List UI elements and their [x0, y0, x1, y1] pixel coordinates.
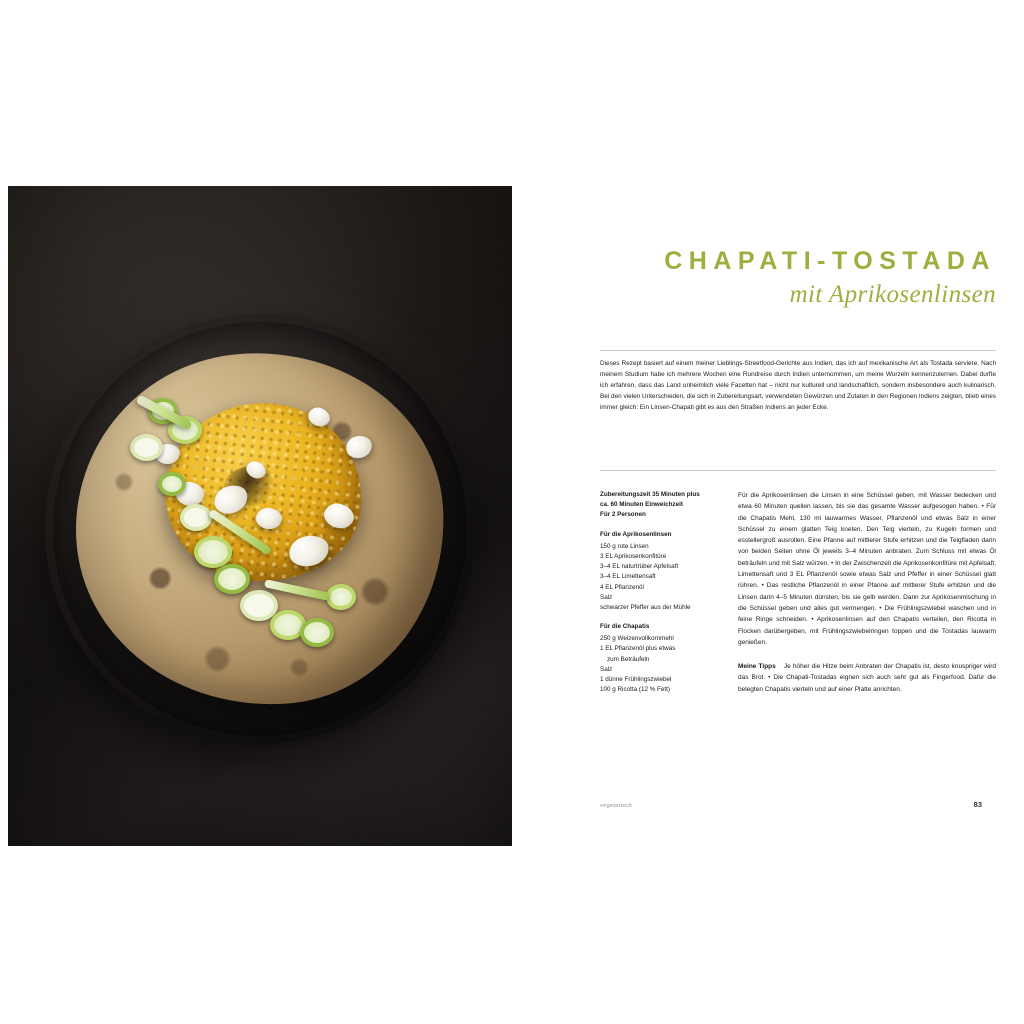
tips-heading: Meine Tipps [738, 663, 776, 671]
ingredients-column [600, 490, 720, 704]
list-item: 4 EL Pflanzenöl [600, 583, 644, 591]
divider-top [600, 350, 996, 351]
list-item: 1 dünne Frühlingszwiebel [600, 676, 672, 683]
recipe-photo [8, 186, 512, 846]
list-item: 150 g rote Linsen [600, 542, 649, 550]
list-item: 1 EL Pflanzenöl plus etwas [600, 645, 676, 653]
photo-vignette [8, 186, 512, 846]
list-item: Salz [600, 665, 613, 673]
recipe-columns [600, 490, 996, 704]
prep-time [600, 490, 720, 521]
page-subtitle: mit Aprikosenlinsen [789, 281, 996, 309]
ingredient-group-heading: Für die Chapatis [600, 623, 650, 631]
list-item: schwarzer Pfeffer aus der Mühle [600, 603, 691, 611]
divider-bottom [600, 470, 996, 471]
ingredient-group-heading: Für die Aprikosenlinsen [600, 530, 672, 538]
tips-block [738, 661, 996, 695]
title-block [596, 248, 996, 309]
prep-time-line-2: ca. 60 Minuten Einweichzeit [600, 501, 683, 509]
recipe-intro: Dieses Rezept basiert auf einem meiner Lieblings-Streetfood-Gerichte aus Indien, das ich auf mexikanische Art als Tostada serviere. Nach meinem Studium habe ich mehrere Wochen eine Rundreise durch Indien unternommen, um meine Wurzeln kennenzulernen. Dabei durfte ich erfahren, dass das Land unheimlich viele Facetten hat – nicht nur kulturell und landschaftlich, sondern insbesondere auch kulinarisch. Bei den vielen Unterschieden, die sich in Zubereitungsart, verwendeten Gewürzen und Zutaten in den Regionen Indiens zeigten, blieb eines immer gleich: Ein Linsen-Chapati gibt es aus den Straßen Indiens an jeder Ecke. [600, 360, 996, 412]
page-number: 83 [973, 800, 982, 809]
list-item: 250 g Weizenvollkornmehl [600, 635, 674, 643]
tips-text: Je höher die Hitze beim Anbraten der Chapatis ist, desto knuspriger wird das Brot. • Die Chapati-Tostadas eignen sich auch sehr gut als Fingerfood. Dafür die belegten Chapatis vierteln und auf einer Platte anrichten. [738, 663, 996, 693]
list-item: 3–4 EL naturtrüber Apfelsaft [600, 563, 679, 571]
list-item: zum Beträufeln [607, 655, 650, 663]
page-title: CHAPATI-TOSTADA [664, 247, 996, 275]
section-label: vegetarisch [600, 803, 632, 809]
method-text: Für die Aprikosenlinsen die Linsen in eine Schüssel geben, mit Wasser bedecken und etwa 60 Minuten quellen lassen, bis sie das gesamte Wasser aufgesogen haben. • Für die Chapatis Mehl, 130 ml lauwarmes Wasser, Pflanzenöl und etwas Salz in einer Schüssel zu einem glatten Teig kneten. Den Teig vierteln, zu Kugeln formen und esstellergroß ausrollen. Eine Pfanne auf mittlerer Stufe erhitzen und die Teigfladen darin von beiden Seiten ohne Öl jeweils 3–4 Minuten anbraten. Zum Schluss mit etwas Öl beträufeln und mit Salz würzen. • In der Zwischenzeit die Aprikosenkonfitüre mit Apfelsaft, Limettensaft und 3 EL Pflanzenöl sowie etwas Salz und Pfeffer in einer Schüssel glatt rühren. • Das restliche Pflanzenöl in einer Pfanne auf mittlerer Stufe erhitzen und die Linsen darin 4–5 Minuten dünsten, bis sie gelb werden. Dann zur Aprikosenmischung in die Schüssel geben und alles gut vermengen. • Die Frühlingszwiebel waschen und in feine Ringe schneiden. • Aprikosenlinsen auf den Chapatis verteilen, den Ricotta in Flocken darübergeben, mit Frühlingszwiebelringen toppen und die Tostadas lauwarm genießen. [738, 492, 996, 646]
prep-time-line-1: Zubereitungszeit 35 Minuten plus [600, 491, 700, 498]
list-item: 3–4 EL Limettensaft [600, 573, 656, 581]
servings: Für 2 Personen [600, 511, 646, 519]
list-item: 3 EL Aprikosenkonfitüre [600, 552, 667, 560]
method-column [738, 490, 996, 704]
recipe-text-page [512, 0, 1024, 1024]
ingredient-list [600, 634, 720, 695]
ingredient-list [600, 542, 720, 613]
list-item: Salz [600, 593, 613, 601]
list-item: 100 g Ricotta (12 % Fett) [600, 686, 670, 694]
